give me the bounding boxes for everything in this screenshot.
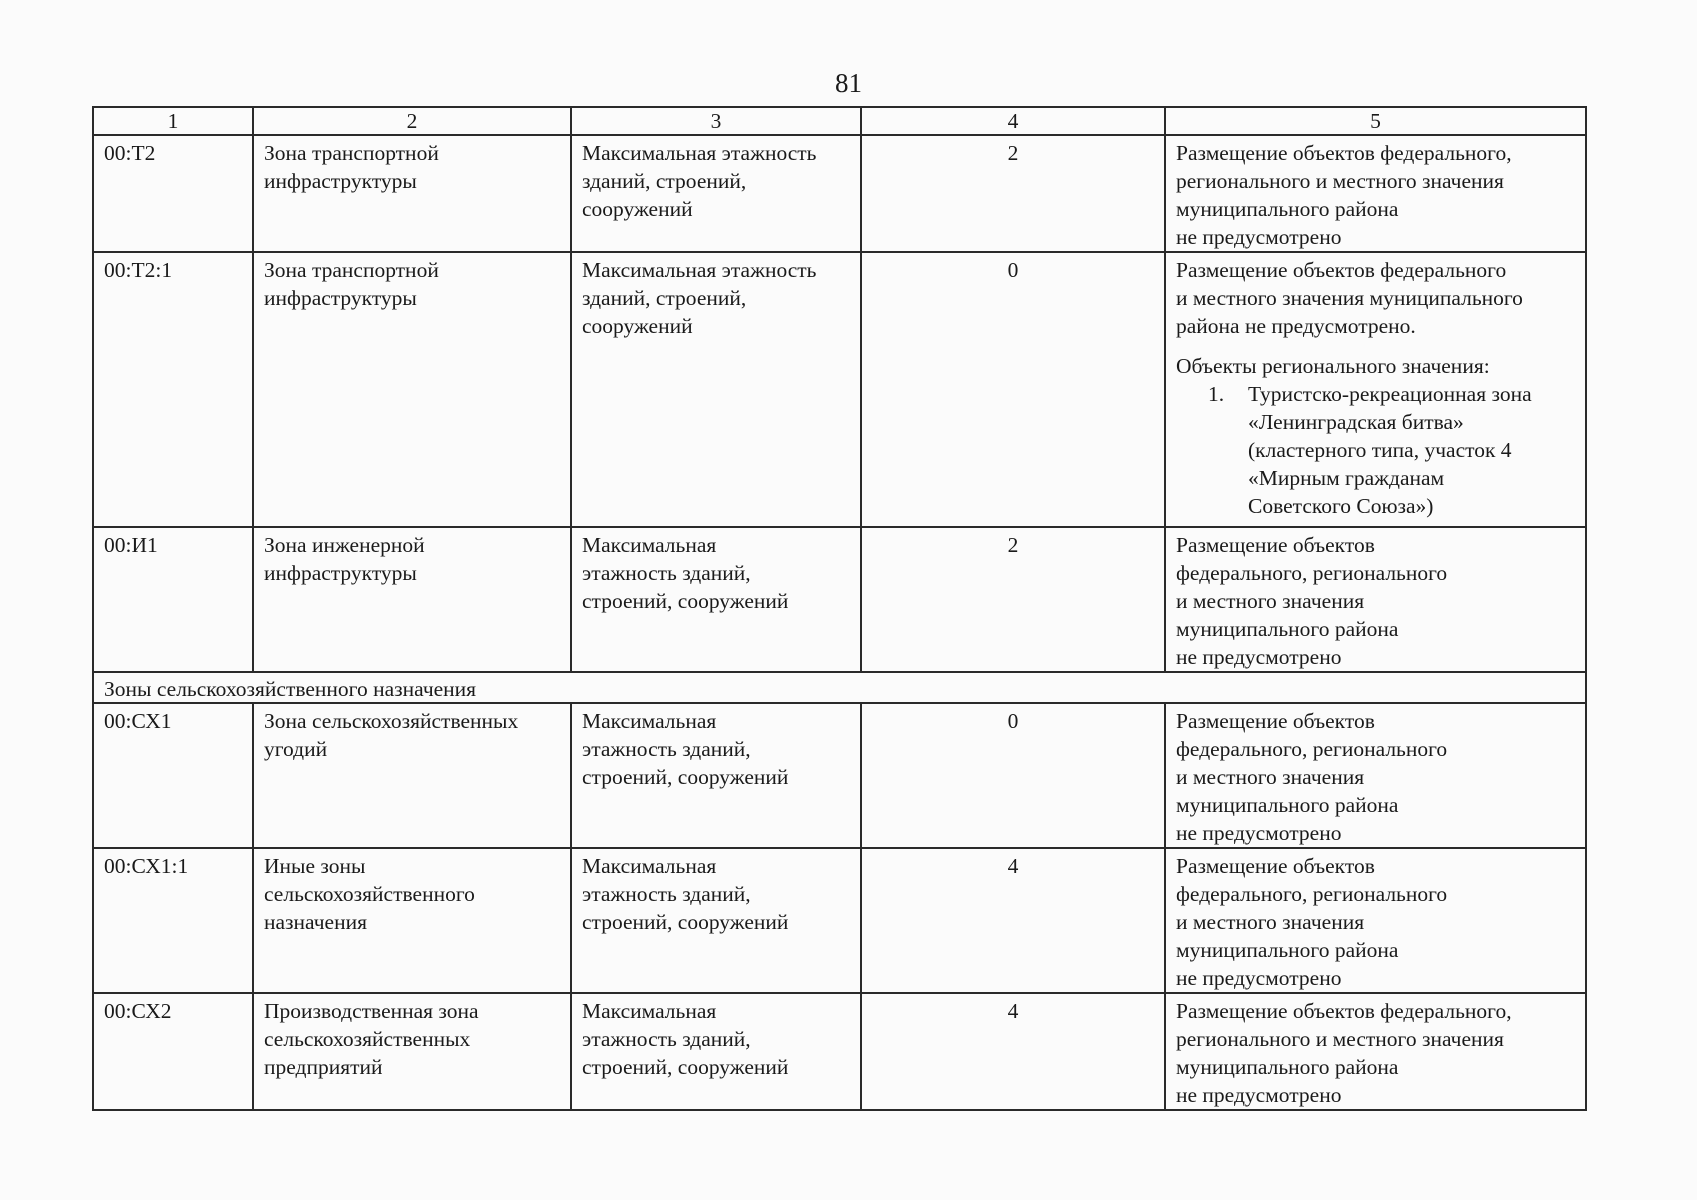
regional-objects-block bbox=[1176, 352, 1575, 520]
text-line: не предусмотрено bbox=[1176, 1083, 1342, 1107]
text-line: сельскохозяйственных bbox=[264, 1027, 471, 1051]
text-line: Размещение объектов федерального, bbox=[1176, 999, 1512, 1023]
text-line: Максимальная bbox=[582, 533, 717, 557]
zone-name-cell bbox=[253, 848, 571, 993]
parameter-cell bbox=[571, 993, 861, 1110]
page-number: 81 bbox=[835, 68, 862, 98]
zone-code-cell: 00:СХ2 bbox=[93, 993, 253, 1110]
note-cell bbox=[1165, 527, 1586, 672]
text-line: Размещение объектов bbox=[1176, 533, 1375, 557]
header-cell: 1 bbox=[93, 107, 253, 135]
table-row bbox=[93, 527, 1586, 672]
text-line: и местного значения bbox=[1176, 765, 1365, 789]
parameter-cell bbox=[571, 848, 861, 993]
text-line: не предусмотрено bbox=[1176, 225, 1342, 249]
text-line: сооружений bbox=[582, 314, 693, 338]
text-line: Размещение объектов федерального, bbox=[1176, 141, 1512, 165]
text-line: Максимальная bbox=[582, 999, 717, 1023]
text-line: сельскохозяйственного bbox=[264, 882, 475, 906]
text-line: Производственная зона bbox=[264, 999, 479, 1023]
list-number: 1. bbox=[1208, 382, 1225, 406]
text-line: регионального и местного значения bbox=[1176, 1027, 1504, 1051]
zone-code-cell: 00:СХ1:1 bbox=[93, 848, 253, 993]
text-line: и местного значения bbox=[1176, 910, 1365, 934]
text-line: инфраструктуры bbox=[264, 286, 417, 310]
text-line: регионального и местного значения bbox=[1176, 169, 1504, 193]
regional-objects-title: Объекты регионального значения: bbox=[1176, 354, 1490, 378]
header-cell: 2 bbox=[253, 107, 571, 135]
note-cell bbox=[1165, 135, 1586, 252]
note-cell bbox=[1165, 993, 1586, 1110]
text-line: не предусмотрено bbox=[1176, 821, 1342, 845]
text-line: назначения bbox=[264, 910, 367, 934]
parameter-cell bbox=[571, 703, 861, 848]
value-cell: 0 bbox=[861, 252, 1165, 527]
text-line: Максимальная bbox=[582, 854, 717, 878]
text-line: муниципального района bbox=[1176, 197, 1399, 221]
text-line: строений, сооружений bbox=[582, 589, 789, 613]
value-cell: 0 bbox=[861, 703, 1165, 848]
header-cell: 5 bbox=[1165, 107, 1586, 135]
parameter-cell bbox=[571, 527, 861, 672]
text-line: предприятий bbox=[264, 1055, 383, 1079]
header-cell: 3 bbox=[571, 107, 861, 135]
list-item bbox=[1208, 380, 1575, 520]
table-row bbox=[93, 848, 1586, 993]
text-line: зданий, строений, bbox=[582, 169, 747, 193]
text-line: сооружений bbox=[582, 197, 693, 221]
value-cell: 4 bbox=[861, 993, 1165, 1110]
value-cell: 4 bbox=[861, 848, 1165, 993]
text-line: федерального, регионального bbox=[1176, 737, 1448, 761]
value-cell: 2 bbox=[861, 135, 1165, 252]
text-line: инфраструктуры bbox=[264, 561, 417, 585]
table-row bbox=[93, 703, 1586, 848]
text-line: федерального, регионального bbox=[1176, 561, 1448, 585]
text-line: муниципального района bbox=[1176, 793, 1399, 817]
text-line: Размещение объектов федерального bbox=[1176, 258, 1507, 282]
text-line: строений, сооружений bbox=[582, 910, 789, 934]
zone-code-cell: 00:Т2:1 bbox=[93, 252, 253, 527]
text-line: Максимальная этажность bbox=[582, 258, 817, 282]
text-line: не предусмотрено bbox=[1176, 966, 1342, 990]
text-line: Размещение объектов bbox=[1176, 709, 1375, 733]
zone-code-cell: 00:Т2 bbox=[93, 135, 253, 252]
text-line: (кластерного типа, участок 4 bbox=[1248, 438, 1512, 462]
section-title: Зоны сельскохозяйственного назначения bbox=[93, 672, 1586, 703]
header-cell: 4 bbox=[861, 107, 1165, 135]
text-line: района не предусмотрено. bbox=[1176, 314, 1416, 338]
parameter-cell bbox=[571, 252, 861, 527]
text-line: строений, сооружений bbox=[582, 1055, 789, 1079]
text-line: зданий, строений, bbox=[582, 286, 747, 310]
zone-name-cell bbox=[253, 252, 571, 527]
table-row bbox=[93, 993, 1586, 1110]
zone-code-cell: 00:И1 bbox=[93, 527, 253, 672]
table-header-row bbox=[93, 107, 1586, 135]
text-line: Зона сельскохозяйственных bbox=[264, 709, 519, 733]
list-item-text bbox=[1248, 380, 1575, 520]
text-line: «Мирным гражданам bbox=[1248, 466, 1445, 490]
zone-name-cell bbox=[253, 993, 571, 1110]
zone-code-cell: 00:СХ1 bbox=[93, 703, 253, 848]
text-line: этажность зданий, bbox=[582, 561, 751, 585]
text-line: угодий bbox=[264, 737, 328, 761]
note-cell bbox=[1165, 703, 1586, 848]
text-line: и местного значения bbox=[1176, 589, 1365, 613]
text-line: муниципального района bbox=[1176, 617, 1399, 641]
text-line: Советского Союза») bbox=[1248, 494, 1434, 518]
table-row bbox=[93, 135, 1586, 252]
text-line: инфраструктуры bbox=[264, 169, 417, 193]
text-line: и местного значения муниципального bbox=[1176, 286, 1523, 310]
parameter-cell bbox=[571, 135, 861, 252]
text-line: муниципального района bbox=[1176, 938, 1399, 962]
value-cell: 2 bbox=[861, 527, 1165, 672]
text-line: Максимальная этажность bbox=[582, 141, 817, 165]
text-line: строений, сооружений bbox=[582, 765, 789, 789]
text-line: Зона транспортной bbox=[264, 258, 439, 282]
zone-name-cell bbox=[253, 527, 571, 672]
text-line: Размещение объектов bbox=[1176, 854, 1375, 878]
text-line: муниципального района bbox=[1176, 1055, 1399, 1079]
zone-name-cell bbox=[253, 703, 571, 848]
table-row bbox=[93, 252, 1586, 527]
note-cell bbox=[1165, 252, 1586, 527]
text-line: Туристско-рекреационная зона bbox=[1248, 382, 1532, 406]
text-line: федерального, регионального bbox=[1176, 882, 1448, 906]
text-line: Иные зоны bbox=[264, 854, 366, 878]
text-line: не предусмотрено bbox=[1176, 645, 1342, 669]
note-cell bbox=[1165, 848, 1586, 993]
zoning-table bbox=[92, 106, 1587, 1111]
text-line: «Ленинградская битва» bbox=[1248, 410, 1464, 434]
text-line: этажность зданий, bbox=[582, 1027, 751, 1051]
zone-name-cell bbox=[253, 135, 571, 252]
text-line: Зона транспортной bbox=[264, 141, 439, 165]
text-line: Зона инженерной bbox=[264, 533, 425, 557]
text-line: Максимальная bbox=[582, 709, 717, 733]
section-row bbox=[93, 672, 1586, 703]
text-line: этажность зданий, bbox=[582, 882, 751, 906]
text-line: этажность зданий, bbox=[582, 737, 751, 761]
